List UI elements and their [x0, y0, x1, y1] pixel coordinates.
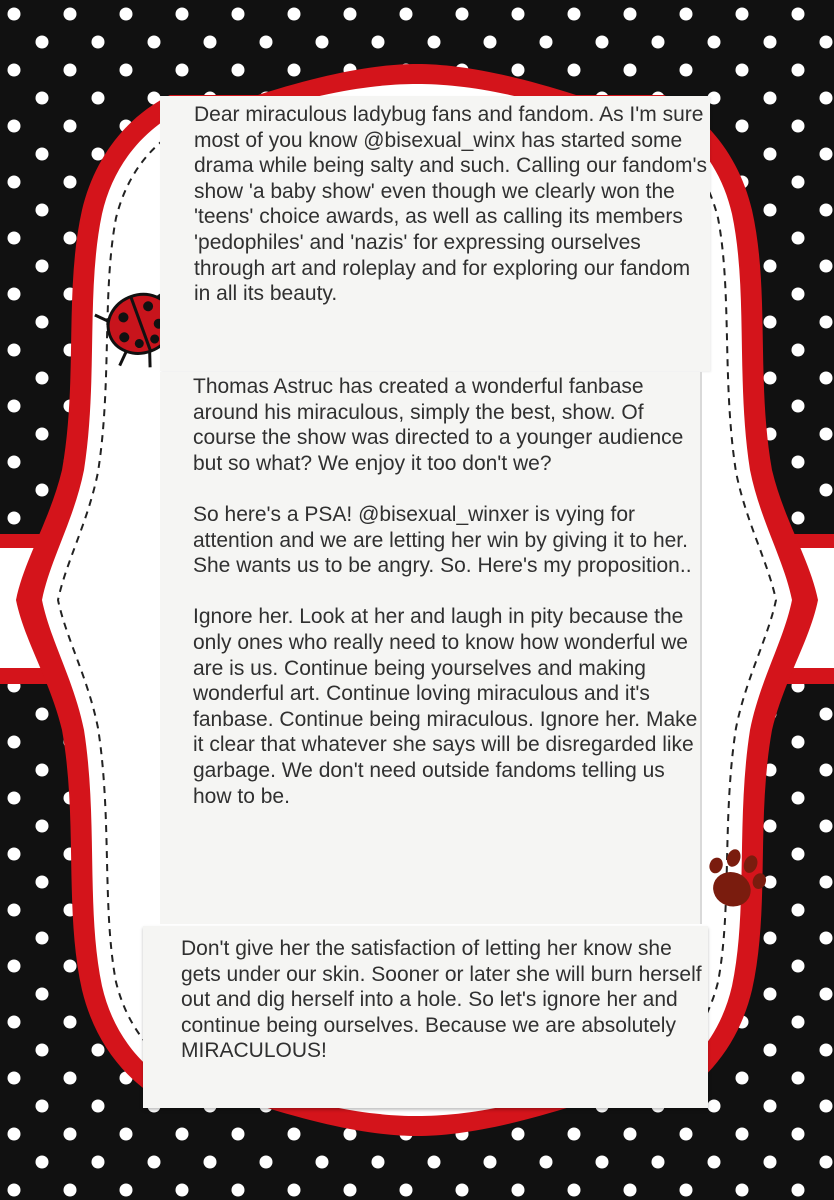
letter-paragraph: So here's a PSA! @bisexual_winxer is vying for attention and we are letting her win by giving it to her. She wants us to be angry. So. Here's my proposition..	[193, 502, 692, 578]
letter-paragraph: Don't give her the satisfaction of letting her know she gets under our skin. Sooner or later she will burn herself out and dig herself into a hole. So let's ignore her and continue being ourselves. Because we are absolutely MIRACULOUS!	[181, 937, 702, 1063]
letter-paragraph: Ignore her. Look at her and laugh in pity because the only ones who really need to know how wonderful we are is us. Continue being yourselves and making wonderful art. Continue loving miraculous and it's fanbase. Continue being miraculous. Ignore her. Make it clear that whatever she says will be disregarded like garbage. We don't need outside fandoms telling us how to be.	[193, 605, 698, 808]
letter-card-middle	[160, 372, 702, 924]
letter-paragraph: Dear miraculous ladybug fans and fandom. As I'm sure most of you know @bisexual_winx has started some drama while being salty and such. Calling our fandom's show 'a baby show' even though we clearly won the 'teens' choice awards, as well as calling its members 'pedophiles' and 'nazis' for expressing ourselves through art and roleplay and for exploring our fandom in all its beauty.	[194, 103, 707, 306]
letter-card-top	[160, 96, 710, 371]
letter-paragraph: Thomas Astruc has created a wonderful fanbase around his miraculous, simply the best, show. Of course the show was directed to a younger audience but so what? We enjoy it too don't we?	[193, 375, 684, 475]
letter-card-bottom	[143, 926, 708, 1108]
